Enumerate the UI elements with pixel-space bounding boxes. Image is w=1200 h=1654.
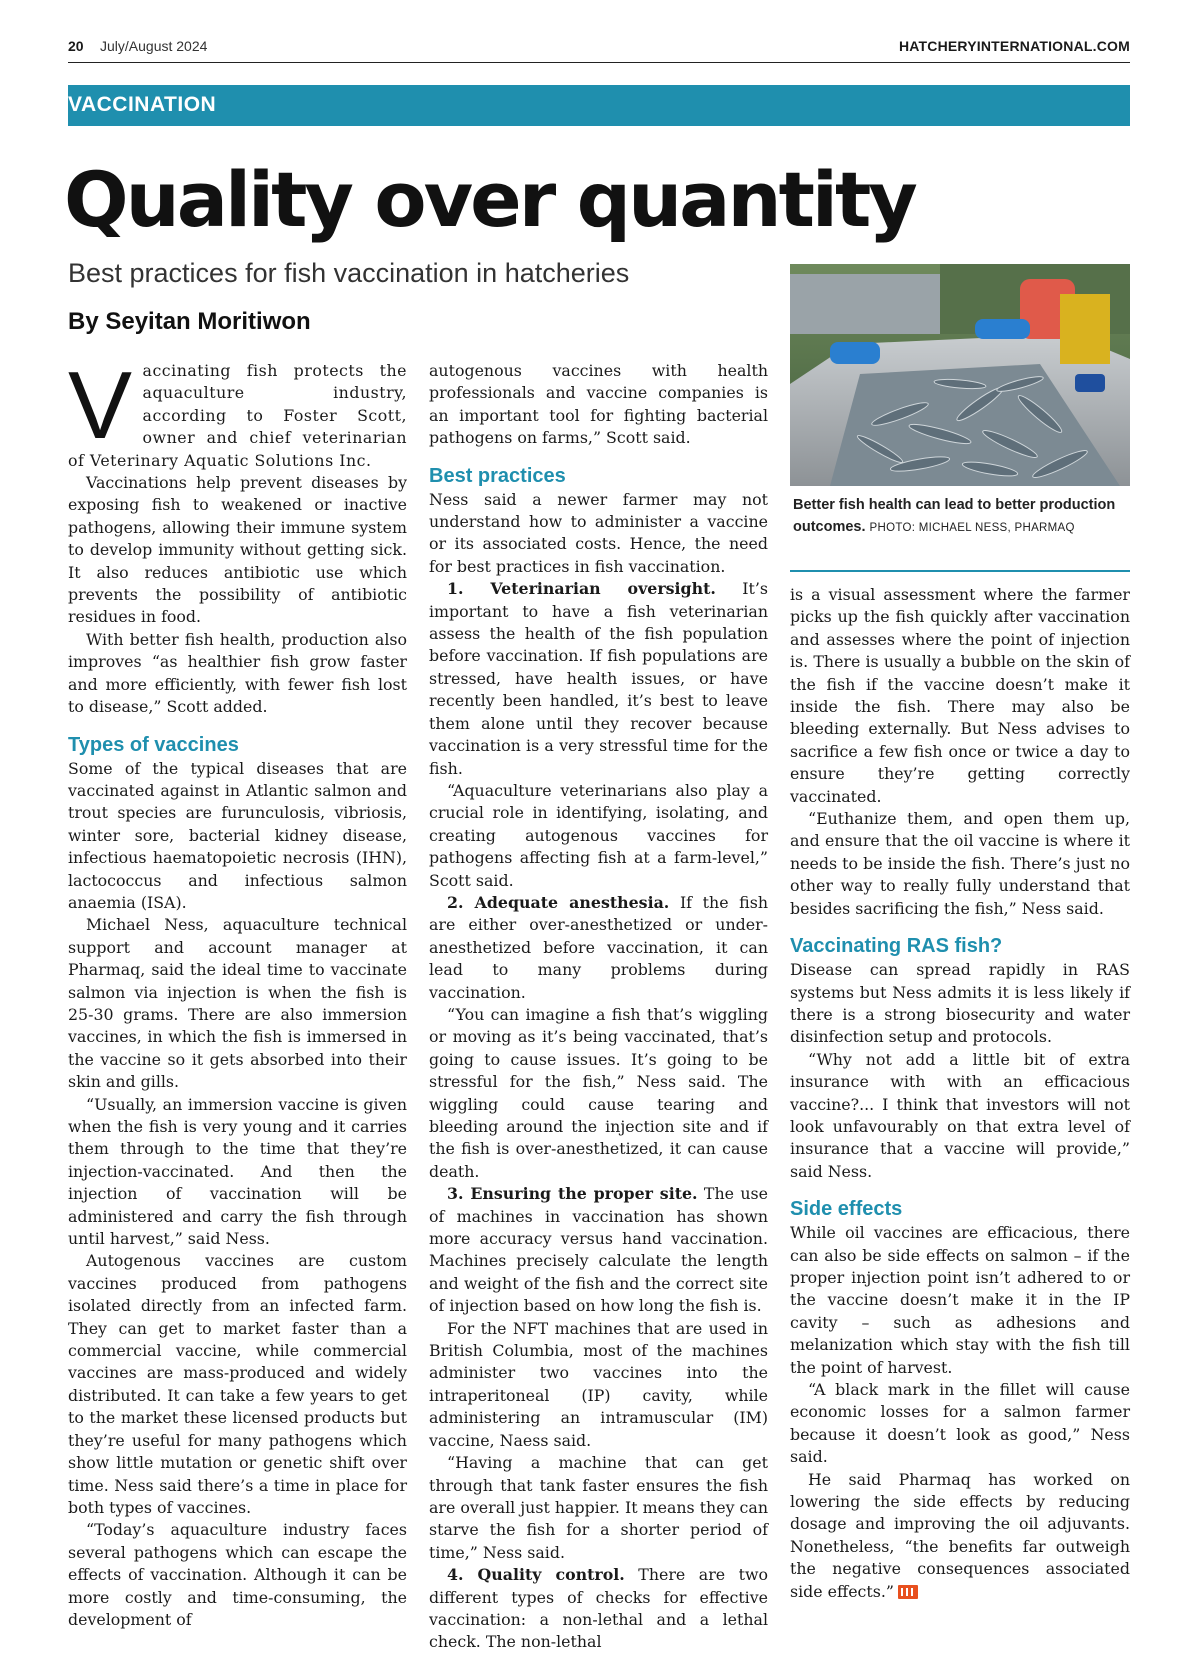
paragraph: Vaccinations help prevent diseases by exposing fish to weakened or inactive pathogens, allowing their immune system to develop immunity without getting sick. It also reduces antibiotic use which prevents the possibility of antibiotic residues in food. (68, 473, 407, 627)
paragraph: Michael Ness, aquaculture technical support and account manager at Pharmaq, said the ideal time to vaccinate salmon via injection is when the fish is 25-30 grams. There are also immersion vaccines, in which the fish is immersed in the vaccine so it gets absorbed into their skin and gills. (68, 915, 407, 1092)
hi-end-mark-icon (898, 1585, 918, 1599)
step-label: 2. Adequate anesthesia. (447, 892, 670, 912)
paragraph: “You can imagine a fish that’s wiggling or moving as it’s being vaccinated, that’s going to cause issues. It’s going to be stressful for the fish,” Ness said. The wiggling could cause tearing and bleeding around the injection site and if the fish is over-anesthetized, it can cause death. (429, 1004, 768, 1181)
paragraph: 2. Adequate anesthesia. If the fish are either over-anesthetized or under-anesthetized before vaccination, it can lead to many problems during vaccination. (429, 892, 768, 1002)
paragraph: Disease can spread rapidly in RAS systems but Ness admits it is less likely if there is a strong biosecurity and water disinfection setup and protocols. (790, 960, 1130, 1047)
paragraph: “Euthanize them, and open them up, and ensure that the oil vaccine is where it needs to be inside the fish. There’s just no other way to really fully understand that besides sacrificing the fish,” Ness said. (790, 809, 1130, 918)
drop-cap: V (68, 352, 133, 459)
article-photo (790, 264, 1130, 486)
paragraph: “Why not add a little bit of extra insurance with with an efficacious vaccine?... I think that investors will not look unfavourably on that extra level of insurance that a vaccine will provide,” said Ness. (790, 1049, 1130, 1181)
section-band (68, 85, 1130, 126)
photo-credit: PHOTO: MICHAEL NESS, PHARMAQ (869, 522, 1075, 534)
paragraph: 4. Quality control. There are two different types of checks for effective vaccination: a non-lethal and a lethal check. The non-lethal (429, 1565, 768, 1652)
paragraph: 3. Ensuring the proper site. The use of machines in vaccination has shown more accuracy versus hand vaccination. Machines precisely calculate the length and weight of the fish and the correct site of injection based on how long the fish is. (429, 1184, 768, 1316)
paragraph: is a visual assessment where the farmer picks up the fish quickly after vaccination and assesses where the point of injection is. There is usually a bubble on the skin of the fish if the vaccine doesn’t make it inside the fish. There may also be bleeding externally. But Ness advises to sacrifice a few fish once or twice a day to ensure they’re getting correctly vaccinated. (790, 585, 1130, 806)
column-1 (68, 352, 407, 1631)
column-3 (790, 584, 1130, 1603)
paragraph: “Today’s aquaculture industry faces several pathogens which can escape the effects of vaccination. Although it can be more costly and time-consuming, the development of (68, 1520, 407, 1629)
section-label: VACCINATION (68, 93, 217, 116)
article-subtitle: Best practices for fish vaccination in hatcheries (68, 258, 630, 288)
paragraph: Autogenous vaccines are custom vaccines produced from pathogens isolated directly from an infected farm. They can get to market faster than a commercial vaccine, while commercial vaccines are mass-produced and widely distributed. It can take a few years to get to the market these licensed products but they’re useful for many pathogens which show little mutation or genetic shift over time. Ness said there’s a time in place for both types of vaccines. (68, 1251, 407, 1517)
lead-paragraph: Vaccinating fish protects the aquaculture industry, according to Foster Scott, owner and chief veterinarian of Veterinary Aquatic Solutions Inc. (68, 352, 407, 470)
site-url[interactable]: HATCHERYINTERNATIONAL.COM (898, 38, 1130, 54)
heading-best-practices: Best practices (429, 464, 566, 487)
step-label: 4. Quality control. (447, 1565, 625, 1585)
paragraph: “Aquaculture veterinarians also play a crucial role in identifying, isolating, and creating autogenous vaccines for pathogens affecting fish at a farm-level,” Scott said. (429, 780, 768, 890)
paragraph: 1. Veterinarian oversight. It’s important to have a fish veterinarian assess the health of the fish population before vaccination. If fish populations are stressed, have health issues, or have recently been handled, it’s best to leave them alone until they recover because vaccination is a very stressful time for the fish. (429, 579, 768, 778)
caption-divider (790, 570, 1130, 572)
paragraph: He said Pharmaq has worked on lowering the side effects by reducing dosage and improving the oil adjuvants. Nonetheless, “the benefits far outweigh the negative consequences associated side effects.” (790, 1469, 1130, 1601)
heading-vaccinating-ras-fish: Vaccinating RAS fish? (790, 935, 1003, 958)
caption-text: Better fish health can lead to better production outcomes. (793, 497, 1116, 535)
issue-date: July/August 2024 (100, 38, 208, 54)
step-label: 1. Veterinarian oversight. (447, 579, 716, 599)
byline: By Seyitan Moritiwon (68, 308, 311, 335)
photo-caption (793, 494, 1130, 539)
paragraph: For the NFT machines that are used in British Columbia, most of the machines administer two vaccines into the intraperitoneal (IP) cavity, while administering an intramuscular (IM) vaccine, Naess said. (429, 1318, 768, 1450)
heading-types-of-vaccines: Types of vaccines (68, 733, 239, 756)
column-2 (429, 360, 768, 1654)
paragraph: “A black mark in the fillet will cause economic losses for a salmon farmer because it doesn’t look as good,” Ness said. (790, 1380, 1130, 1467)
paragraph: “Usually, an immersion vaccine is given when the fish is very young and it carries them through to the time that they’re injection-vaccinated. And then the injection of vaccination will be administered and carry the fish through until harvest,” said Ness. (68, 1094, 407, 1249)
page-header (68, 36, 1130, 63)
heading-side-effects: Side effects (790, 1198, 903, 1221)
paragraph: Some of the typical diseases that are vaccinated against in Atlantic salmon and trout species are furunculosis, vibriosis, winter sore, bacterial kidney disease, infectious haematopoietic necrosis (IHN), lactococcus and infectious salmon anaemia (ISA). (68, 758, 407, 912)
article-title: Quality over quantity (64, 155, 915, 244)
paragraph: With better fish health, production also improves “as healthier fish grow faster and more efficiently, with fewer fish lost to disease,” Scott added. (68, 629, 407, 717)
fish-vaccination-photo (790, 264, 1130, 486)
paragraph: Ness said a newer farmer may not understand how to administer a vaccine or its associated costs. Hence, the need for best practices in fish vaccination. (429, 489, 768, 576)
paragraph: While oil vaccines are efficacious, there can also be side effects on salmon – if the proper injection point isn’t adhered to or the vaccine doesn’t make it in the IP cavity – such as adhesions and melanization which stay with the fish till the point of harvest. (790, 1223, 1130, 1377)
paragraph: autogenous vaccines with health professionals and vaccine companies is an important tool for fighting bacterial pathogens on farms,” Scott said. (429, 361, 768, 448)
step-label: 3. Ensuring the proper site. (447, 1184, 698, 1204)
paragraph: “Having a machine that can get through that tank faster ensures the fish are overall just happier. It means they can starve the fish for a shorter period of time,” Ness said. (429, 1453, 768, 1562)
page-number: 20 (68, 38, 84, 54)
